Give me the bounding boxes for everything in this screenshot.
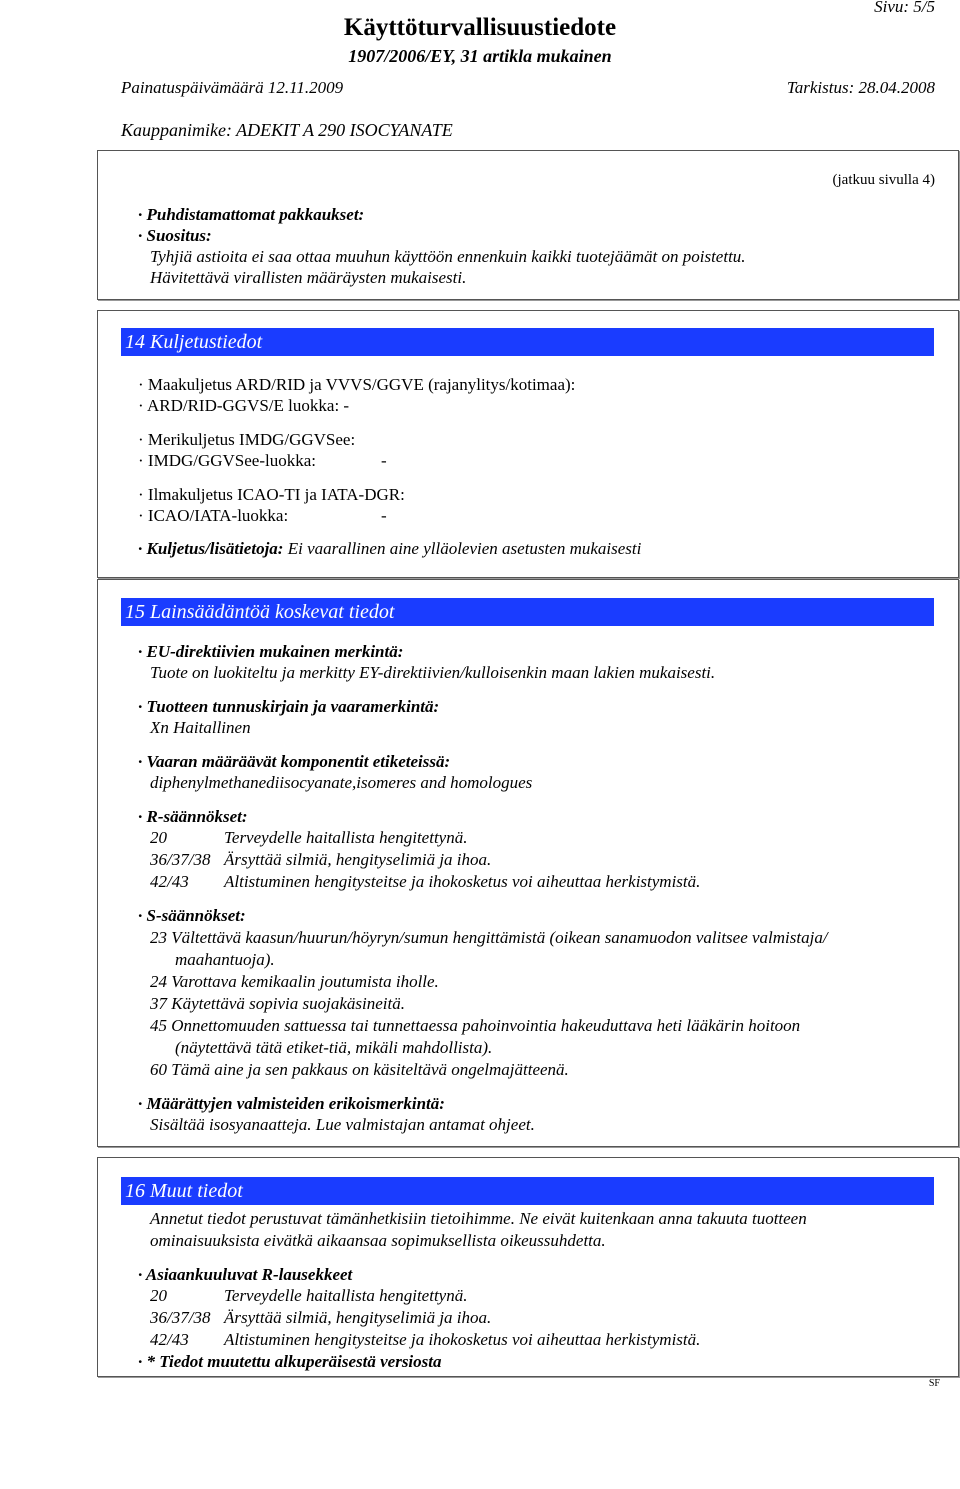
r-phrases-label: · R-säännökset:	[138, 807, 248, 826]
air-transport-class: · ICAO/IATA-luokka:	[138, 506, 289, 525]
sea-transport-label: · Merikuljetus IMDG/GGVSee:	[138, 430, 356, 449]
page-number: Sivu: 5/5	[874, 0, 935, 16]
air-transport-class-value: -	[381, 506, 387, 525]
sea-transport-class-value: -	[381, 451, 387, 470]
transport-extra-info	[138, 539, 641, 559]
eu-label: · EU-direktiivien mukainen merkintä:	[138, 642, 404, 661]
road-transport-class: · ARD/RID-GGVS/E luokka: -	[138, 396, 350, 415]
recommendation-label: · Suositus:	[138, 226, 212, 245]
components-text: diphenylmethanediisocyanate,isomeres and homologues	[150, 773, 533, 792]
other-info-text-2: ominaisuuksista eivätkä aikaansaa sopimuksellista oikeussuhdetta.	[150, 1231, 606, 1250]
packaging-label: · Puhdistamattomat pakkaukset:	[138, 205, 365, 224]
recommendation-text-2: Hävitettävä virallisten määräysten mukaisesti.	[150, 268, 467, 287]
r-phrase: 42/43 Altistuminen hengitysteitse ja ihokosketus voi aiheuttaa herkistymistä.	[150, 1330, 701, 1349]
language-code: SF	[928, 1378, 940, 1389]
eu-text: Tuote on luokiteltu ja merkitty EY-direktiivien/kulloisenkin maan lakien mukaisesti.	[150, 663, 716, 682]
s-phrase: 37 Käytettävä sopivia suojakäsineitä.	[150, 994, 405, 1013]
symbol-text: Xn Haitallinen	[150, 718, 251, 737]
r-phrase: 36/37/38 Ärsyttää silmiä, hengityselimiä ja ihoa.	[150, 1308, 492, 1327]
revision-date: Tarkistus: 28.04.2008	[786, 78, 935, 97]
other-info-text-1: Annetut tiedot perustuvat tämänhetkisiin tietoihimme. Ne eivät kuitenkaan anna takuuta tuotteen	[150, 1209, 807, 1228]
components-label: · Vaaran määräävät komponentit etiketeissä:	[138, 752, 451, 771]
document-subtitle: 1907/2006/EY, 31 artikla mukainen	[348, 46, 612, 66]
s-phrases-label: · S-säännökset:	[138, 906, 246, 925]
s-phrase-cont: maahantuoja).	[175, 950, 275, 969]
s-phrase: 60 Tämä aine ja sen pakkaus on käsiteltävä ongelmajätteenä.	[150, 1060, 569, 1079]
r-phrase: 20 Terveydelle haitallista hengitettynä.	[150, 1286, 468, 1305]
sea-transport-class: · IMDG/GGVSee-luokka:	[138, 451, 316, 470]
section-15-heading: 15 Lainsäädäntöä koskevat tiedot	[121, 598, 934, 626]
s-phrase: 23 Vältettävä kaasun/huurun/höyryn/sumun hengittämistä (oikean sanamuodon valitsee valmistaja/	[150, 928, 828, 947]
special-label: · Määrättyjen valmisteiden erikoismerkintä:	[138, 1094, 445, 1113]
print-date: Painatuspäivämäärä 12.11.2009	[121, 78, 344, 97]
trade-name: Kauppanimike: ADEKIT A 290 ISOCYANATE	[121, 120, 453, 140]
changed-note: · * Tiedot muutettu alkuperäisestä versiosta	[138, 1352, 442, 1371]
s-phrase: 45 Onnettomuuden sattuessa tai tunnettaessa pahoinvointia hakeuduttava heti lääkärin hoitoon	[150, 1016, 801, 1035]
transport-extra-value: Ei vaarallinen aine ylläolevien asetusten mukaisesti	[287, 539, 642, 558]
air-transport-label: · Ilmakuljetus ICAO-TI ja IATA-DGR:	[138, 485, 405, 504]
s-phrase: 24 Varottava kemikaalin joutumista iholle.	[150, 972, 439, 991]
transport-extra-label: · Kuljetus/lisätietoja:	[138, 539, 284, 558]
s-phrase-cont: (näytettävä tätä etiket-tiä, mikäli mahdollista).	[175, 1038, 493, 1057]
road-transport-label: · Maakuljetus ARD/RID ja VVVS/GGVE (rajanylitys/kotimaa):	[138, 375, 576, 394]
recommendation-text-1: Tyhjiä astioita ei saa ottaa muuhun käyttöön ennenkuin kaikki tuotejäämät on poistettu.	[150, 247, 746, 266]
special-text: Sisältää isosyanaatteja. Lue valmistajan antamat ohjeet.	[150, 1115, 535, 1134]
symbol-label: · Tuotteen tunnuskirjain ja vaaramerkintä:	[138, 697, 440, 716]
continued-note: (jatkuu sivulla 4)	[832, 172, 935, 188]
r-phrase: 20 Terveydelle haitallista hengitettynä.	[150, 828, 468, 847]
section-16-heading: 16 Muut tiedot	[121, 1177, 934, 1205]
r-phrase: 42/43 Altistuminen hengitysteitse ja ihokosketus voi aiheuttaa herkistymistä.	[150, 872, 701, 891]
r-phrase: 36/37/38 Ärsyttää silmiä, hengityselimiä ja ihoa.	[150, 850, 492, 869]
document-title: Käyttöturvallisuustiedote	[343, 14, 617, 41]
relevant-r-label: · Asiaankuuluvat R-lausekkeet	[138, 1265, 353, 1284]
section-14-heading: 14 Kuljetustiedot	[121, 328, 934, 356]
